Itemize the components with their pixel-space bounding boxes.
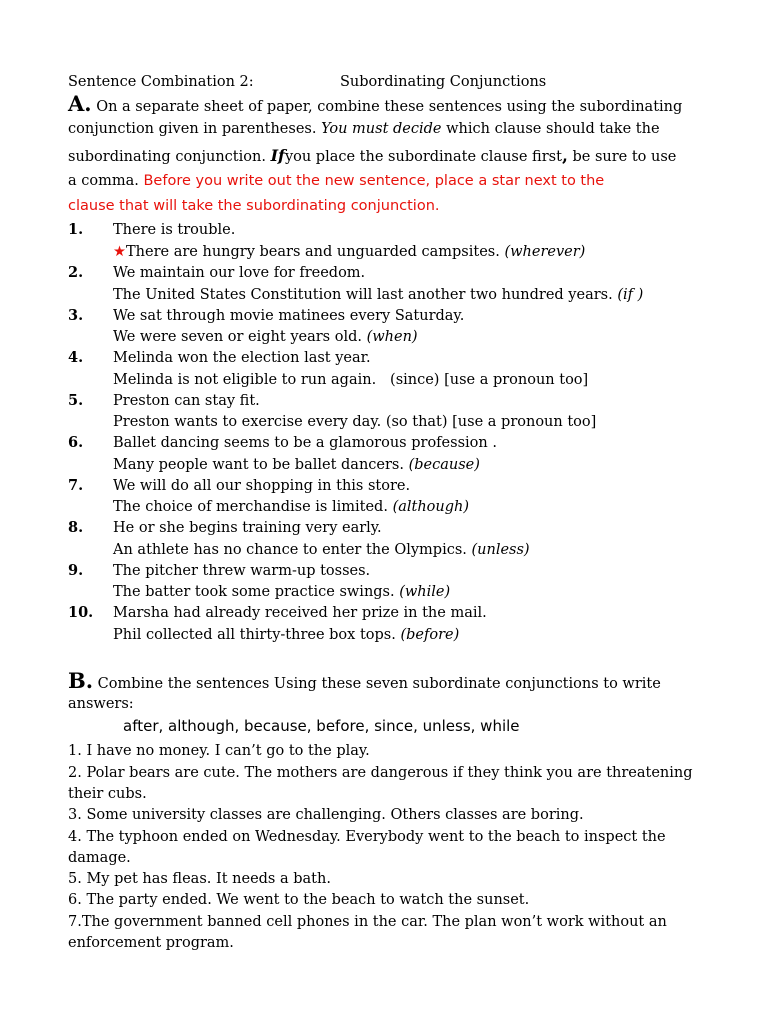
item-sentence-a: The pitcher threw warm-up tosses. <box>113 563 371 579</box>
instruction-text: answers: <box>68 696 134 712</box>
item-sentence-a: Melinda won the election last year. <box>113 350 371 366</box>
instruction-text: which clause should take the <box>446 121 660 137</box>
item-number: 10. <box>68 604 94 621</box>
item-number: 7. <box>68 477 84 494</box>
list-item: 4. The typhoon ended on Wednesday. Everybody went to the beach to inspect the <box>68 829 666 845</box>
instruction-text: you place the subordinate clause first <box>284 149 562 165</box>
list-item: 1. I have no money. I can’t go to the play. <box>68 743 370 759</box>
item-conjunction: (since) [use a pronoun too] <box>390 372 589 388</box>
item-number: 5. <box>68 392 84 409</box>
item-sentence-a: He or she begins training very early. <box>113 520 382 536</box>
item-sentence-a: We will do all our shopping in this store. <box>113 478 411 494</box>
item-conjunction: (because) <box>408 457 480 473</box>
list-item: damage. <box>68 850 131 866</box>
list-item: enforcement program. <box>68 935 234 951</box>
star-instruction: clause that will take the subordinating conjunction. <box>68 198 440 214</box>
item-sentence-a: Marsha had already received her prize in the mail. <box>113 605 487 621</box>
list-item: 5. My pet has fleas. It needs a bath. <box>68 871 331 887</box>
item-sentence-a: There is trouble. <box>113 222 236 238</box>
item-sentence-b: The United States Constitution will last another two hundred years. <box>113 287 613 303</box>
item-sentence-a: Preston can stay fit. <box>113 393 260 409</box>
item-sentence-b: Phil collected all thirty-three box tops. <box>113 627 396 643</box>
item-number: 1. <box>68 221 84 238</box>
item-number: 8. <box>68 519 84 536</box>
list-item: 6. The party ended. We went to the beach to watch the sunset. <box>68 892 530 908</box>
list-item: 7.The government banned cell phones in the car. The plan won’t work without an <box>68 914 667 930</box>
item-sentence-b: The choice of merchandise is limited. <box>113 499 388 515</box>
list-item: 3. Some university classes are challenging. Others classes are boring. <box>68 807 584 823</box>
instruction-emphasis: If <box>270 146 285 165</box>
item-sentence-b: There are hungry bears and unguarded campsites. <box>126 244 500 260</box>
item-number: 3. <box>68 307 84 324</box>
star-icon: ★ <box>113 244 126 260</box>
item-conjunction: (if ) <box>617 287 644 303</box>
instruction-text: a comma. <box>68 173 139 189</box>
item-sentence-b: We were seven or eight years old. <box>113 329 362 345</box>
list-item: their cubs. <box>68 786 147 802</box>
item-sentence-a: We sat through movie matinees every Saturday. <box>113 308 465 324</box>
star-instruction: Before you write out the new sentence, place a star next to the <box>143 173 605 189</box>
section-b-letter: B. <box>68 668 94 693</box>
section-a-letter: A. <box>68 91 92 116</box>
item-sentence-b: An athlete has no chance to enter the Olympics. <box>113 542 467 558</box>
item-conjunction: (when) <box>366 329 418 345</box>
item-sentence-a: Ballet dancing seems to be a glamorous profession . <box>113 435 497 451</box>
item-sentence-b: The batter took some practice swings. <box>113 584 395 600</box>
instruction-emphasis: You must decide <box>321 121 442 137</box>
conjunction-list: after, although, because, before, since, unless, while <box>123 717 520 735</box>
item-number: 9. <box>68 562 84 579</box>
item-conjunction: (unless) <box>471 542 530 558</box>
item-conjunction: (wherever) <box>504 244 586 260</box>
worksheet-topic: Subordinating Conjunctions <box>340 74 547 90</box>
instruction-text: conjunction given in parentheses. <box>68 121 317 137</box>
instruction-text: subordinating conjunction. <box>68 149 266 165</box>
item-number: 6. <box>68 434 84 451</box>
worksheet-title: Sentence Combination 2: <box>68 74 254 90</box>
instruction-text: On a separate sheet of paper, combine these sentences using the subordinating <box>96 99 683 115</box>
instruction-comma: , <box>561 146 568 166</box>
item-number: 4. <box>68 349 84 366</box>
item-sentence-a: We maintain our love for freedom. <box>113 265 366 281</box>
item-conjunction: (although) <box>392 499 470 515</box>
item-conjunction: (before) <box>400 627 460 643</box>
item-number: 2. <box>68 264 84 281</box>
list-item: 2. Polar bears are cute. The mothers are dangerous if they think you are threatening <box>68 765 693 781</box>
item-sentence-b: Many people want to be ballet dancers. <box>113 457 404 473</box>
item-conjunction: (so that) [use a pronoun too] <box>385 414 597 430</box>
item-sentence-b: Preston wants to exercise every day. <box>113 414 382 430</box>
item-sentence-b: Melinda is not eligible to run again. <box>113 372 377 388</box>
item-conjunction: (while) <box>399 584 451 600</box>
instruction-text: be sure to use <box>572 149 677 165</box>
instruction-text: Combine the sentences Using these seven subordinate conjunctions to write <box>97 676 661 692</box>
